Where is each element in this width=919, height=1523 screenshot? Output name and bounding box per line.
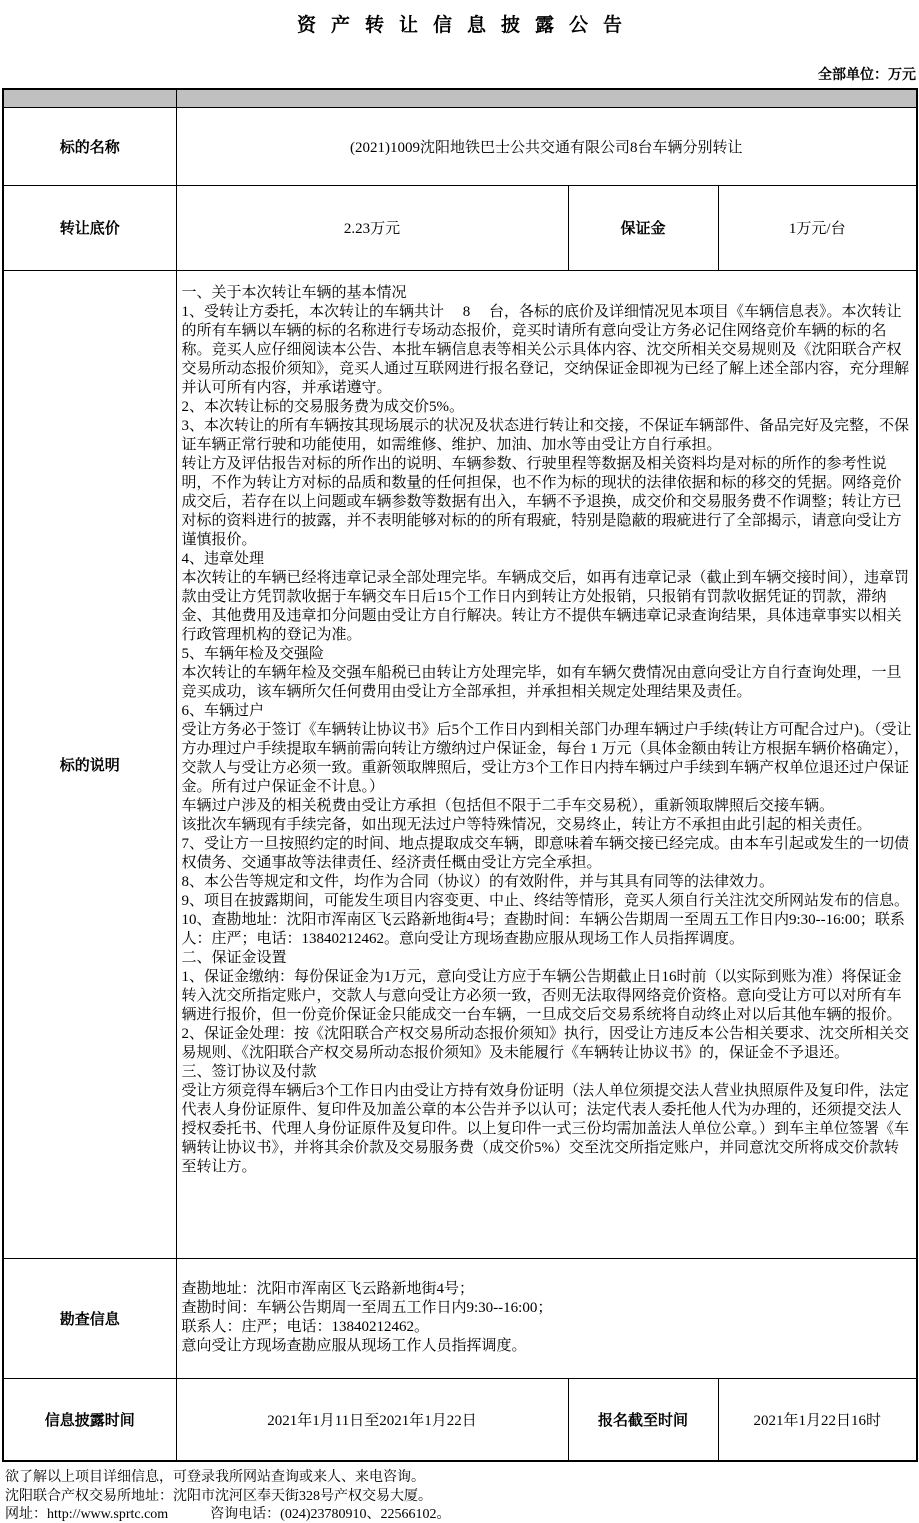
- subject-name-label: 标的名称: [3, 107, 176, 185]
- survey-info-text: 查勘地址：沈阳市浑南区飞云路新地街4号； 查勘时间：车辆公告期周一至周五工作日内9:30--16:00； 联系人：庄严；电话：13840212462。 意向受让方现场查勘应服从现场工作人员指挥调度。: [181, 1281, 553, 1354]
- table-header-bar: [3, 89, 917, 107]
- header-bar-label-cell: [3, 89, 176, 107]
- header-bar-value-cell: [176, 89, 917, 107]
- deposit-label: 保证金: [568, 185, 718, 270]
- registration-deadline-value: 2021年1月22日16时: [718, 1378, 917, 1461]
- survey-info-label: 勘查信息: [3, 1258, 176, 1378]
- deposit-value: 1万元/台: [718, 185, 917, 270]
- registration-deadline-label: 报名截至时间: [568, 1378, 718, 1461]
- subject-description-cell: [176, 270, 917, 1258]
- subject-name-row: [3, 107, 917, 185]
- disclosure-period-row: [3, 1378, 917, 1461]
- disclosure-table: [2, 88, 918, 1462]
- subject-description-text: 一、关于本次转让车辆的基本情况 1、受转让方委托，本次转让的车辆共计 8 台，各标的底价及详细情况见本项目《车辆信息表》。本次转让的所有车辆以车辆的标的名称进行专场动态报价，竞买时请所有意向受让方务必记住网络竞价车辆的标的名称。竞买人应仔细阅读本公告、本批车辆信息表等相关公示具体内容、沈交所相关交易规则及《沈阳联合产权交易所动态报价须知》，竞买人通过互联网进行报名登记，交纳保证金即视为已经了解上述全部内容，充分理解并认可所有内容，并承诺遵守。 2、本次转让标的交易服务费为成交价5%。 3、本次转让的所有车辆按其现场展示的状况及状态进行转让和交接，不保证车辆部件、备品完好及完整，不保证车辆正常行驶和功能使用，如需维修、维护、加油、加水等由受让方自行承担。 转让方及评估报告对标的所作出的说明、车辆参数、行驶里程等数据及相关资料均是对标的所作的参考性说明，不作为转让方对标的品质和数量的任何担保，也不作为标的现状的法律依据和标的移交的凭据。网络竞价成交后，若存在以上问题或车辆参数等数据有出入，车辆不予退换，成交价和交易服务费不作调整；转让方已对标的资料进行的披露，并不表明能够对标的的所有瑕疵，特别是隐蔽的瑕疵进行了全部揭示，请意向受让方谨慎报价。 4、违章处理 本次转让的车辆已经将违章记录全部处理完毕。车辆成交后，如再有违章记录（截止到车辆交接时间），违章罚款由受让方凭罚款收据于车辆交车日后15个工作日内到转让方处报销，只报销有罚款收据凭证的罚款，滞纳金、其他费用及违章扣分问题由受让方自行解决。转让方不提供车辆违章记录查询结果，具体违章事实以相关行政管理机构的登记为准。 5、车辆年检及交强险 本次转让的车辆年检及交强车船税已由转让方处理完毕，如有车辆欠费情况由意向受让方自行查询处理，一旦竞买成功，该车辆所欠任何费用由受让方全部承担，并承担相关规定处理结果及责任。 6、车辆过户 受让方务必于签订《车辆转让协议书》后5个工作日内到相关部门办理车辆过户手续(转让方可配合过户)。（受让方办理过户手续提取车辆前需向转让方缴纳过户保证金，每台 1 万元（具体金额由转让方根据车辆价格确定），交款人与受让方必须一致。重新领取牌照后，受让方3个工作日内持车辆过户手续到车辆产权单位退还过户保证金。所有过户保证金不计息。） 车辆过户涉及的相关税费由受让方承担（包括但不限于二手车交易税），重新领取牌照后交接车辆。 该批次车辆现有手续完备，如出现无法过户等特殊情况，交易终止，转让方不承担由此引起的相关责任。 7、受让方一旦按照约定的时间、地点提取成交车辆，即意味着车辆交接已经完成。由本车引起或发生的一切债权债务、交通事故等法律责任、经济责任概由受让方完全承担。 8、本公告等规定和文件，均作为合同（协议）的有效附件，并与其具有同等的法律效力。 9、项目在披露期间，可能发生项目内容变更、中止、终结等情形，竞买人须自行关注沈交所网站发布的信息。 10、查勘地址：沈阳市浑南区飞云路新地街4号；查勘时间：车辆公告期周一至周五工作日内9:30--16:00；联系人：庄严；电话：13840212462。意向受让方现场查勘应服从现场工作人员指挥调度。 二、保证金设置 1、保证金缴纳：每份保证金为1万元，意向受让方应于车辆公告期截止日16时前（以实际到账为准）将保证金转入沈交所指定账户，交款人与意向受让方必须一致，否则无法取得网络竞价资格。意向受让方可以对所有车辆进行报价，但一份竞价保证金只能成交一台车辆，一旦成交后交易系统将自动终止对以后其他车辆的报价。 2、保证金处理：按《沈阳联合产权交易所动态报价须知》执行，因受让方违反本公告相关要求、沈交所相关交易规则、《沈阳联合产权交易所动态报价须知》及未能履行《车辆转让协议书》的，保证金不予退还。 三、签订协议及付款 受让方须竞得车辆后3个工作日内由受让方持有效身份证明（法人单位须提交法人营业执照原件及复印件，法定代表人身份证原件、复印件及加盖公章的本公告并予以认可；法定代表人委托他人代为办理的，还须提交法人授权委托书、代理人身份证原件及复印件。以上复印件一式三份均需加盖法人单位公章。）到车主单位签署《车辆转让协议书》，并将其余价款及交易服务费（成交价5%）交至沈交所指定账户，并同意沈交所将成交价款转至转让方。: [181, 284, 912, 1175]
- subject-name-value: (2021)1009沈阳地铁巴士公共交通有限公司8台车辆分别转让: [176, 107, 917, 185]
- base-price-label: 转让底价: [3, 185, 176, 270]
- survey-info-cell: [176, 1258, 917, 1378]
- disclosure-period-value: 2021年1月11日至2021年1月22日: [176, 1378, 568, 1461]
- unit-note: 全部单位：万元: [818, 68, 916, 83]
- subject-description-row: [3, 270, 917, 1258]
- disclosure-period-label: 信息披露时间: [3, 1378, 176, 1461]
- survey-info-row: [3, 1258, 917, 1378]
- footer-note: 欲了解以上项目详细信息，可登录我所网站查询或来人、来电咨询。 沈阳联合产权交易所地址：沈阳市沈河区奉天街328号产权交易大厦。 网址：http://www.sprtc.com 咨询电话：(024)23780910、22566102。: [5, 1470, 451, 1522]
- base-price-value: 2.23万元: [176, 185, 568, 270]
- page-title: 资产转让信息披露公告: [296, 15, 637, 36]
- subject-description-label: 标的说明: [3, 270, 176, 1258]
- base-price-row: [3, 185, 917, 270]
